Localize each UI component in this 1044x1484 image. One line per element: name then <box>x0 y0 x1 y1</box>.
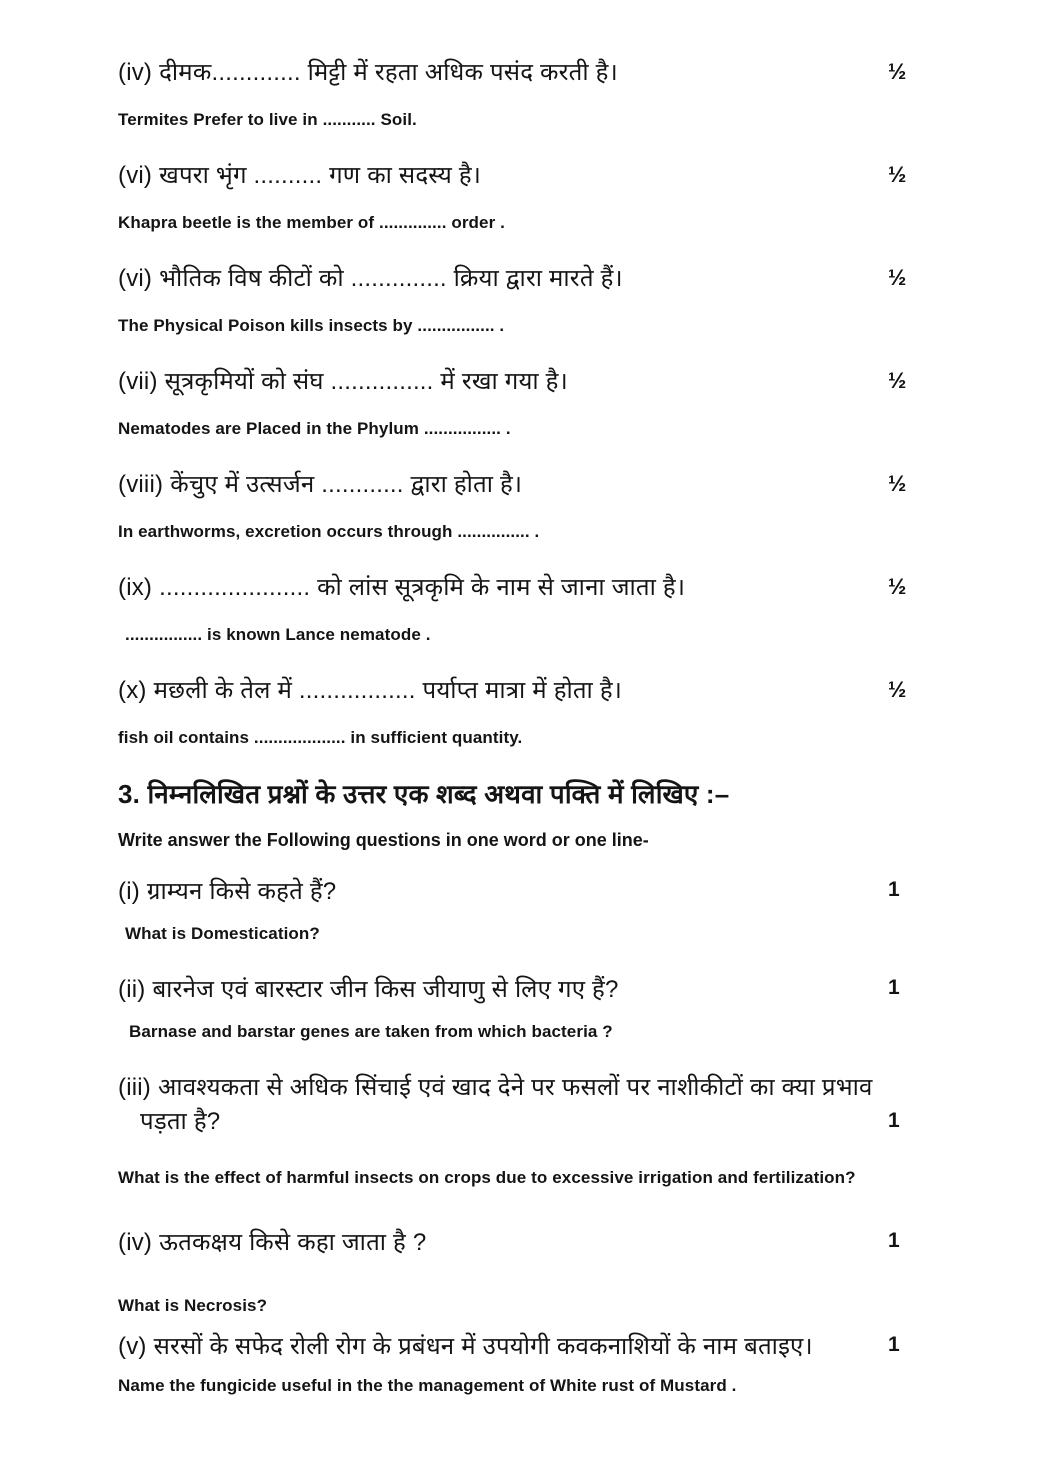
question-number: (ii) <box>118 976 146 1003</box>
marks-value: ½ <box>888 162 907 187</box>
question-text-english: fish oil contains ................... in sufficient quantity. <box>118 728 523 747</box>
question-text-english: What is Domestication? <box>125 924 320 943</box>
marks-value: ½ <box>888 368 907 393</box>
question-number: (vii) <box>118 368 158 395</box>
question-number: (iii) <box>118 1074 151 1101</box>
question-text-english: ................ is known Lance nematode . <box>125 625 431 644</box>
marks-value: 1 <box>888 1109 900 1132</box>
question-hindi-body: ग्राम्यन किसे कहते हैं? <box>146 878 337 905</box>
fill-blank-question-row <box>118 159 1044 234</box>
one-word-question-row <box>118 1071 1044 1189</box>
question-text-english: Barnase and barstar genes are taken from which bacteria ? <box>129 1022 613 1041</box>
question-text-english: The Physical Poison kills insects by ................ . <box>118 316 505 335</box>
question-number: (i) <box>118 878 140 905</box>
question-hindi-body: बारनेज एवं बारस्टार जीन किस जीयाणु से लिए गए हैं? <box>152 976 619 1003</box>
question-text-hindi <box>118 365 882 399</box>
question-text-hindi <box>118 56 882 90</box>
fill-blank-question-row <box>118 468 1044 543</box>
question-number: (viii) <box>118 471 164 498</box>
question-text-english: What is Necrosis? <box>118 1296 268 1315</box>
section-heading-hindi: 3. निम्नलिखित प्रश्नों के उत्तर एक शब्द अथवा पक्ति में लिखिए :– <box>118 779 730 809</box>
question-text-hindi <box>118 674 882 708</box>
question-number: (iv) <box>118 59 153 86</box>
marks-value: 1 <box>888 1229 900 1252</box>
question-hindi-body: आवश्यकता से अधिक सिंचाई एवं खाद देने पर फसलों पर नाशीकीटों का क्या प्रभाव पड़ता है? <box>140 1074 873 1135</box>
question-number: (x) <box>118 677 147 704</box>
fill-blank-question-row <box>118 262 1044 337</box>
marks-value: ½ <box>888 59 907 84</box>
question-text-english: Khapra beetle is the member of .............. order . <box>118 213 505 232</box>
question-text-english: Name the fungicide useful in the the management of White rust of Mustard . <box>118 1376 737 1395</box>
question-text-hindi <box>118 875 882 909</box>
one-word-question-row <box>118 875 1044 945</box>
marks-value: ½ <box>888 574 907 599</box>
question-text-hindi <box>118 1071 882 1139</box>
question-hindi-body: सूत्रकृमियों को संघ ............... में रखा गया है। <box>164 368 568 395</box>
page-content <box>118 56 1044 1397</box>
question-text-hindi <box>118 468 882 502</box>
marks-value: ½ <box>888 677 907 702</box>
question-number: (vi) <box>118 162 153 189</box>
question-text-hindi <box>118 571 882 605</box>
question-number: (v) <box>118 1333 147 1360</box>
one-word-question-row <box>118 1226 1044 1317</box>
fill-blank-question-row <box>118 365 1044 440</box>
question-text-hindi <box>118 1330 882 1364</box>
question-text-hindi <box>118 973 882 1007</box>
question-text-hindi <box>118 262 882 296</box>
marks-value: ½ <box>888 265 907 290</box>
question-number: (ix) <box>118 574 153 601</box>
marks-value: 1 <box>888 878 900 901</box>
question-hindi-body: खपरा भृंग .......... गण का सदस्य है। <box>159 162 482 189</box>
question-hindi-body: ...................... को लांस सूत्रकृमि के नाम से जाना जाता है। <box>159 574 686 601</box>
question-text-english: Termites Prefer to live in ........... Soil. <box>118 110 417 129</box>
one-word-question-row <box>118 973 1044 1043</box>
question-number: (iv) <box>118 1229 153 1256</box>
question-hindi-body: सरसों के सफेद रोली रोग के प्रबंधन में उपयोगी कवकनाशियों के नाम बताइए। <box>153 1333 813 1360</box>
one-word-question-row <box>118 1330 1044 1397</box>
question-hindi-body: दीमक............. मिट्टी में रहता अधिक पसंद करती है। <box>159 59 618 86</box>
section-heading-english: Write answer the Following questions in one word or one line- <box>118 830 649 850</box>
question-hindi-body: भौतिक विष कीटों को .............. क्रिया द्वारा मारते हैं। <box>159 265 623 292</box>
question-text-english: Nematodes are Placed in the Phylum ................ . <box>118 419 511 438</box>
question-number: (vi) <box>118 265 153 292</box>
marks-value: 1 <box>888 1333 900 1356</box>
fill-blank-question-row <box>118 56 1044 131</box>
question-text-hindi <box>118 1226 882 1260</box>
marks-value: ½ <box>888 471 907 496</box>
question-text-hindi <box>118 159 882 193</box>
question-hindi-body: केंचुए में उत्सर्जन ............ द्वारा होता है। <box>170 471 523 498</box>
question-text-english: What is the effect of harmful insects on crops due to excessive irrigation and fertilization? <box>118 1168 856 1187</box>
question-hindi-body: ऊतकक्षय किसे कहा जाता है ? <box>159 1229 427 1256</box>
fill-blank-question-row <box>118 571 1044 646</box>
question-hindi-body: मछली के तेल में ................. पर्याप्त मात्रा में होता है। <box>153 677 623 704</box>
marks-value: 1 <box>888 976 900 999</box>
question-text-english: In earthworms, excretion occurs through ............... . <box>118 522 540 541</box>
fill-blank-question-row <box>118 674 1044 749</box>
